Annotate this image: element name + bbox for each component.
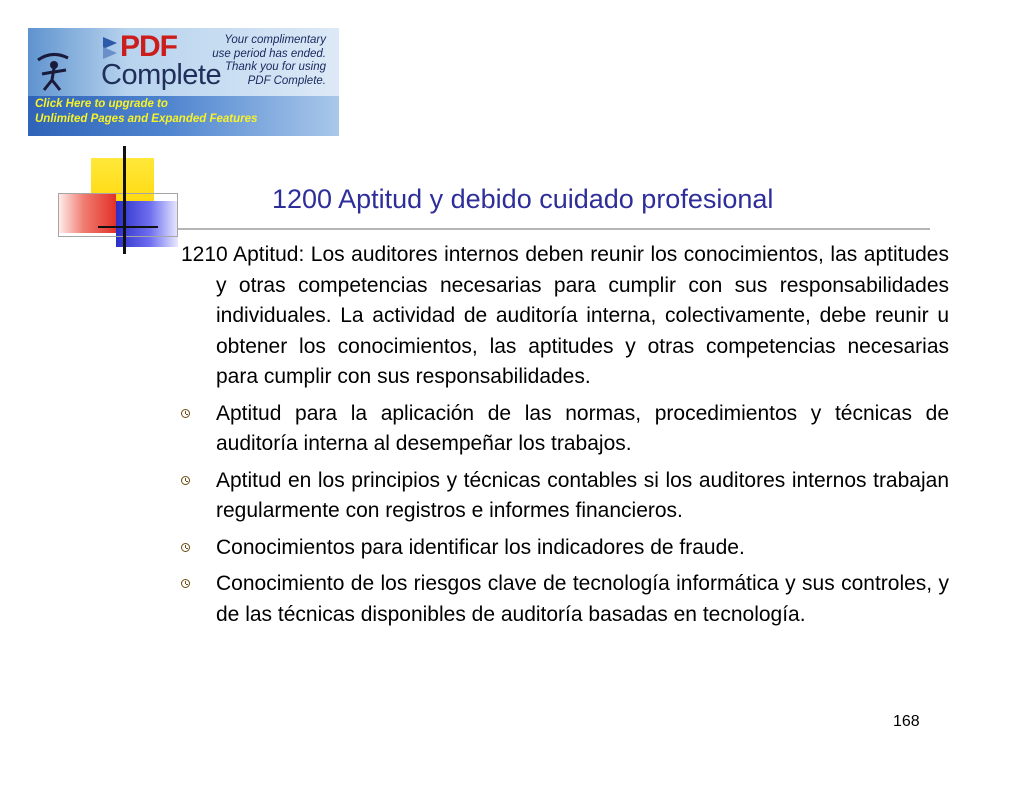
- clock-bullet-icon: [181, 476, 190, 485]
- slide-body: [181, 240, 949, 636]
- decor-horizontal-line: [98, 226, 158, 228]
- standard-1210-paragraph: 1210 Aptitud: Los auditores internos deben reunir los conocimientos, las aptitudes y otras competencias necesarias para cumplir con sus responsabilidades individuales. La actividad de auditoría interna, colectivamente, debe reunir u obtener los conocimientos, las aptitudes y otras competencias necesarias para cumplir con sus responsabilidades.: [181, 243, 949, 388]
- list-item: [181, 533, 949, 564]
- clock-bullet-icon: [181, 543, 190, 552]
- upgrade-line-2[interactable]: Unlimited Pages and Expanded Features: [35, 113, 258, 125]
- list-item: [181, 466, 949, 527]
- upgrade-line-1[interactable]: Click Here to upgrade to: [35, 98, 168, 110]
- upgrade-link[interactable]: [28, 96, 339, 136]
- bullet-text: Conocimiento de los riesgos clave de tecnología informática y sus controles, y de las técnicas disponibles de auditoría basadas en tecnología.: [216, 572, 949, 626]
- pdf-chevron-icon: [101, 35, 119, 61]
- pdf-complete-logo: [28, 28, 222, 98]
- skydiver-icon: [34, 48, 96, 93]
- bullet-text: Conocimientos para identificar los indicadores de fraude.: [216, 535, 745, 559]
- bullet-text: Aptitud en los principios y técnicas contables si los auditores internos trabajan regularmente con registros e informes financieros.: [216, 468, 949, 522]
- bullet-text: Aptitud para la aplicación de las normas, procedimientos y técnicas de auditoría interna al desempeñar los trabajos.: [216, 401, 949, 455]
- decor-vertical-line: [123, 146, 126, 254]
- list-item: [181, 399, 949, 460]
- logo-pdf-text: PDF: [120, 30, 177, 63]
- bullet-list: [181, 399, 949, 631]
- logo-complete-text: Complete: [101, 59, 222, 91]
- slide-title: 1200 Aptitud y debido cuidado profesional: [272, 184, 774, 214]
- decor-outline-frame: [58, 193, 178, 237]
- clock-bullet-icon: [181, 579, 190, 588]
- list-item: [181, 569, 949, 630]
- clock-bullet-icon: [181, 409, 190, 418]
- pdf-complete-upgrade-banner[interactable]: [28, 28, 339, 136]
- trial-expired-message: Your complimentary use period has ended. Thank you for using PDF Complete.: [212, 34, 326, 87]
- title-underline-rule: [178, 228, 930, 230]
- page-number: 168: [893, 713, 920, 730]
